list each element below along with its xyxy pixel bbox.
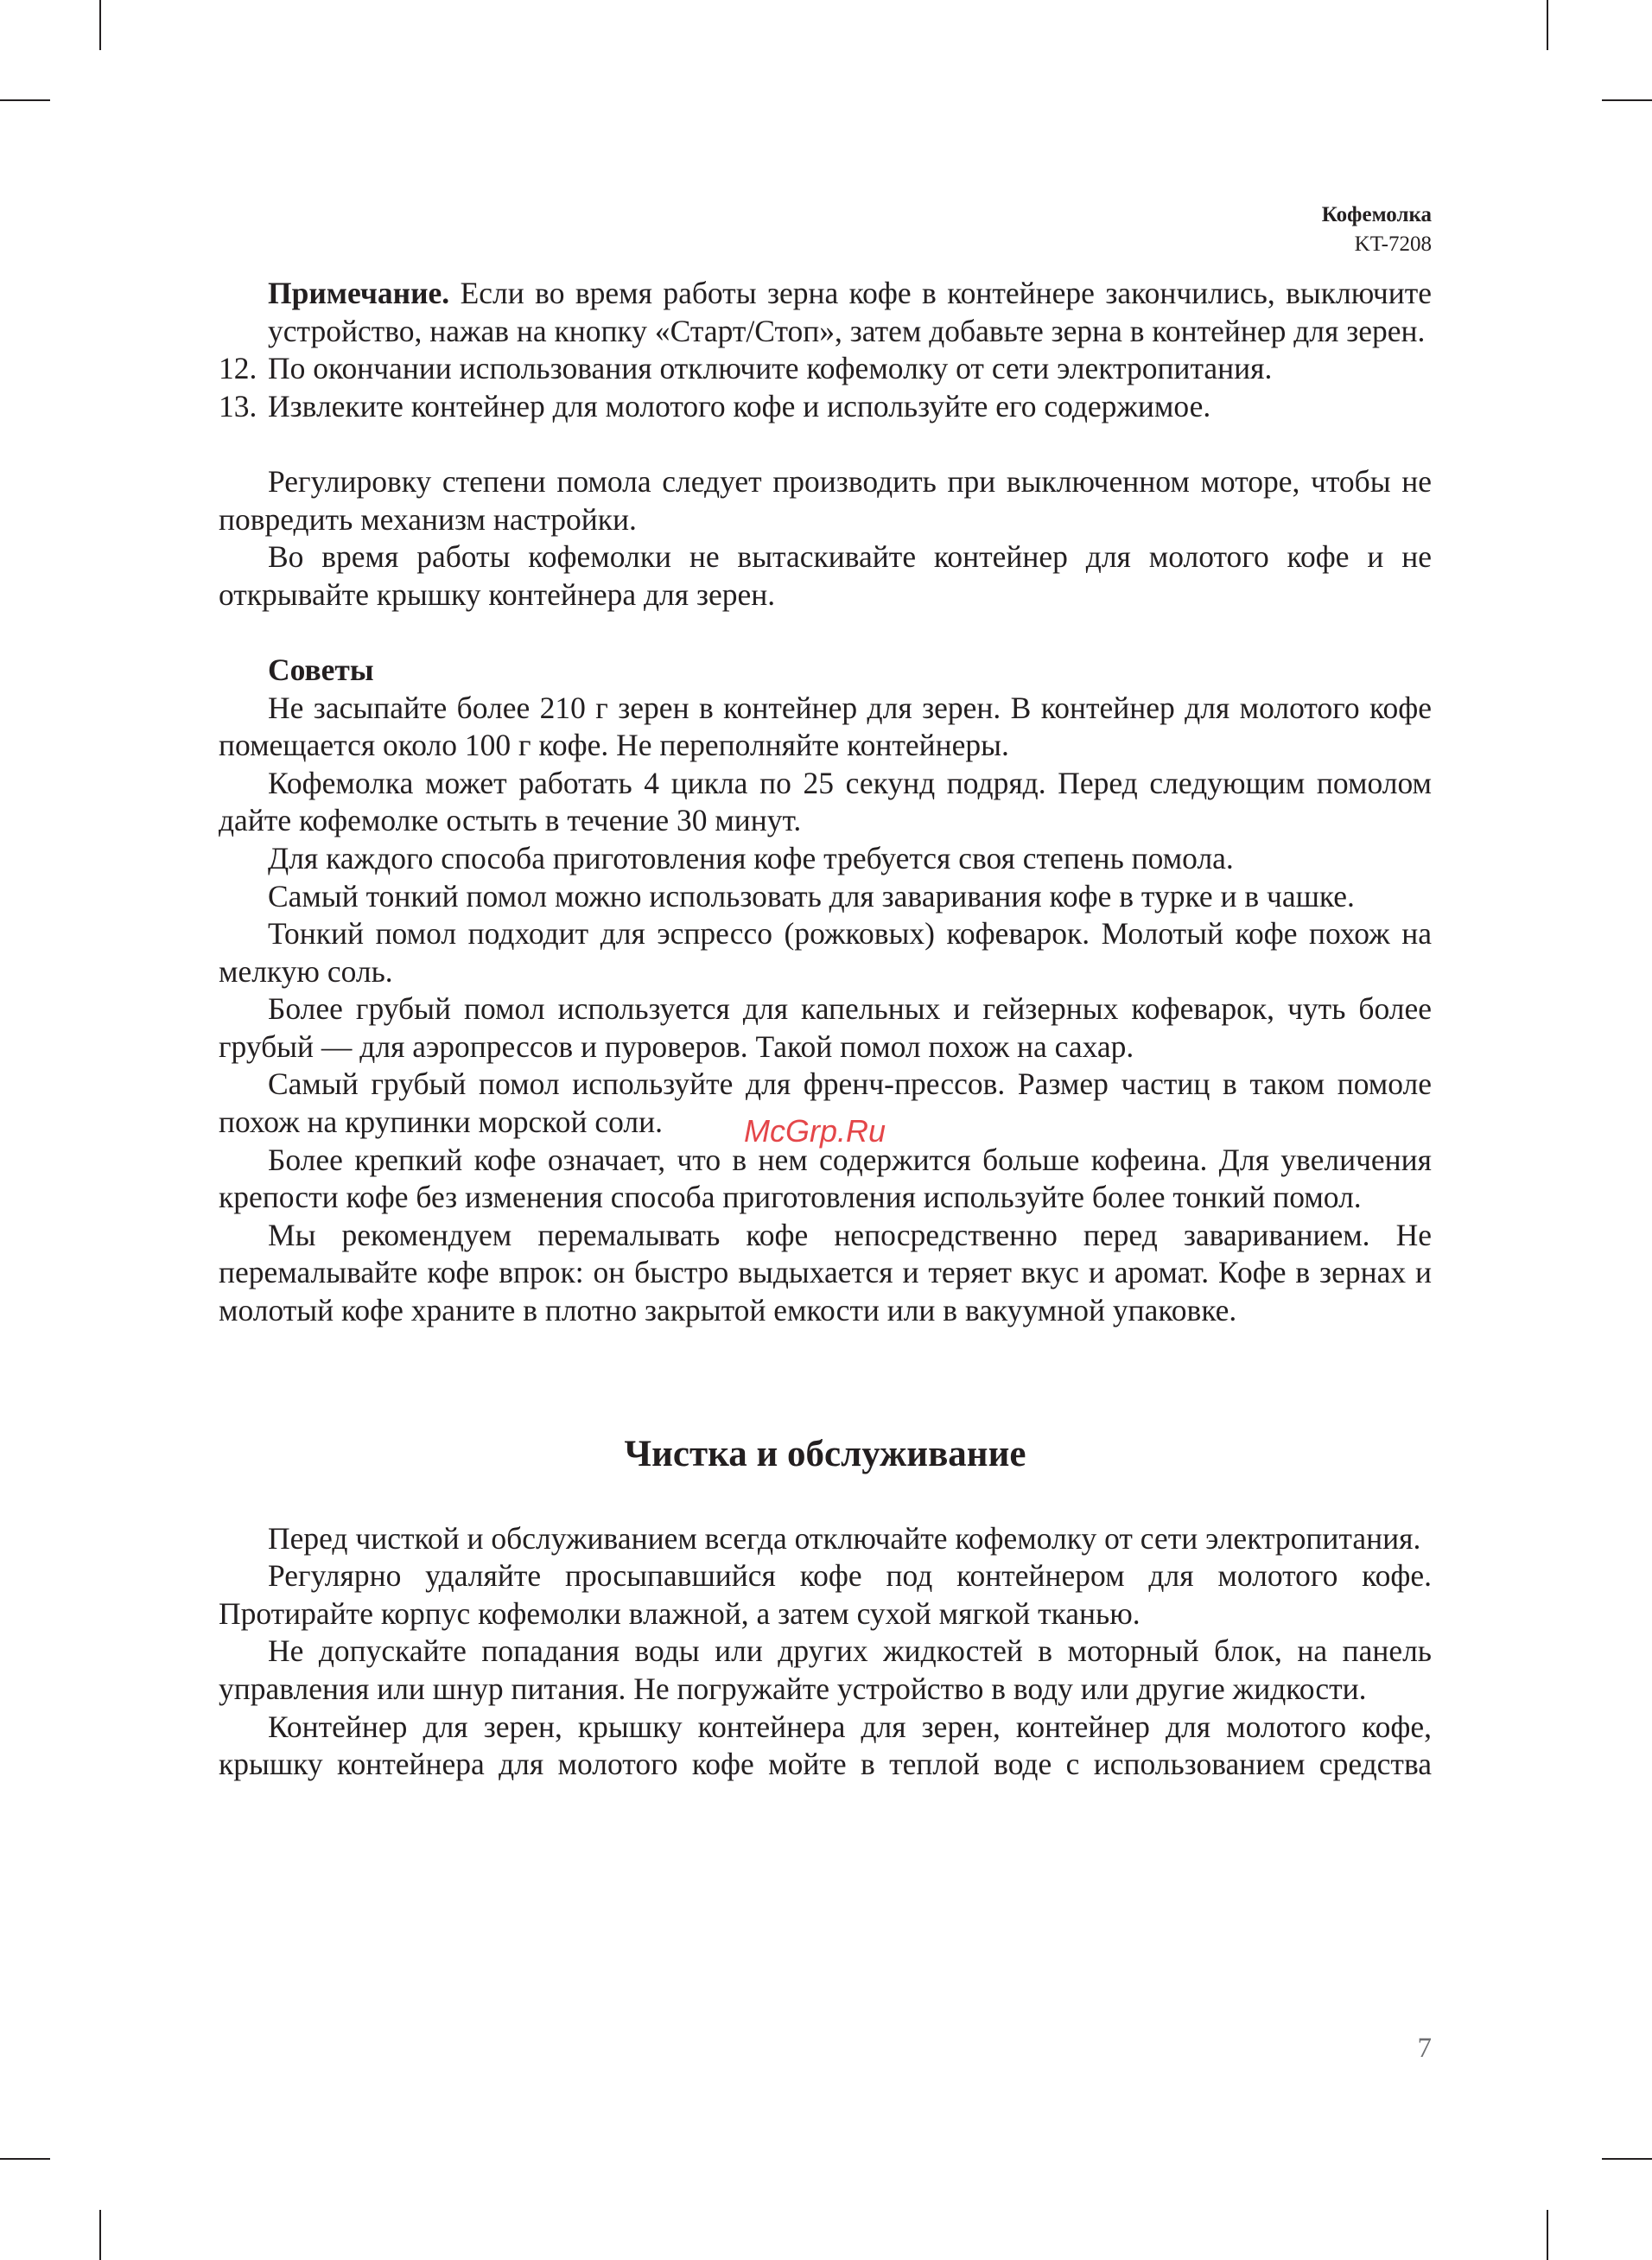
crop-mark <box>99 0 101 50</box>
warning-paragraph: Во время работы кофемолки не вытаскивайте контейнер для молотого кофе и не открывайте крышку контейнера для зерен. <box>219 539 1432 612</box>
crop-mark <box>1547 2210 1548 2260</box>
tips-paragraph: Мы рекомендуем перемалывать кофе непосредственно перед завариванием. Не перемалывайте кофе впрок: он быстро выдыхается и теряет вкус и аромат. Кофе в зернах и молотый кофе храните в плотно закрытой емкости или в вакуумной упаковке. <box>219 1217 1432 1328</box>
page-number: 7 <box>1417 2033 1432 2064</box>
spacer <box>219 425 1432 463</box>
tips-heading: Советы <box>268 652 374 687</box>
tips-paragraph: Самый грубый помол используйте для френч-прессов. Размер частиц в таком помоле похож на крупинки морской соли. <box>219 1066 1432 1140</box>
tips-paragraph: Более грубый помол используется для капельных и гейзерных кофеварок, чуть более грубый — для аэропрессов и пуроверов. Такой помол похож на сахар. <box>219 991 1432 1064</box>
running-header <box>1322 201 1432 259</box>
tips-paragraph: Кофемолка может работать 4 цикла по 25 секунд подряд. Перед следующим помолом дайте кофемолке остыть в течение 30 минут. <box>219 765 1432 838</box>
tips-paragraph: Тонкий помол подходит для эспрессо (рожковых) кофеварок. Молотый кофе похож на мелкую соль. <box>219 916 1432 989</box>
cleaning-paragraph: Регулярно удаляйте просыпавшийся кофе под контейнером для молотого кофе. Протирайте корпус кофемолки влажной, а затем сухой мягкой тканью. <box>219 1558 1432 1631</box>
crop-mark <box>99 2210 101 2260</box>
list-item-text: По окончании использования отключите кофемолку от сети электропитания. <box>268 351 1273 386</box>
page-content <box>219 275 1432 1784</box>
crop-mark <box>0 99 50 101</box>
warning-paragraph: Регулировку степени помола следует производить при выключенном моторе, чтобы не повредить механизм настройки. <box>219 463 1432 537</box>
crop-mark <box>0 2158 50 2160</box>
list-item-text: Извлеките контейнер для молотого кофе и используйте его содержимое. <box>268 388 1211 423</box>
section-title: Чистка и обслуживание <box>624 1433 1026 1474</box>
list-item <box>219 388 1432 426</box>
tips-paragraph: Самый тонкий помол можно использовать для заваривания кофе в турке и в чашке. <box>268 878 1355 914</box>
tips-paragraph: Более крепкий кофе означает, что в нем содержится больше кофеина. Для увеличения крепости кофе без изменения способа приготовления используйте более тонкий помол. <box>219 1142 1432 1215</box>
tips-paragraph: Не засыпайте более 210 г зерен в контейнер для зерен. В контейнер для молотого кофе помещается около 100 г кофе. Не переполняйте контейнеры. <box>219 690 1432 763</box>
header-model: KT-7208 <box>1354 232 1432 256</box>
tips-paragraph: Для каждого способа приготовления кофе требуется своя степень помола. <box>268 840 1234 875</box>
crop-mark <box>1602 99 1652 101</box>
cleaning-paragraph: Перед чисткой и обслуживанием всегда отключайте кофемолку от сети электропитания. <box>268 1520 1421 1556</box>
cleaning-paragraph: Контейнер для зерен, крышку контейнера для зерен, контейнер для молотого кофе, крышку контейнера для молотого кофе мойте в теплой воде с использованием средства <box>219 1709 1432 1782</box>
watermark: McGrp.Ru <box>744 1113 886 1149</box>
cleaning-paragraph: Не допускайте попадания воды или других жидкостей в моторный блок, на панель управления или шнур питания. Не погружайте устройство в воду или другие жидкости. <box>219 1633 1432 1706</box>
header-title: Кофемолка <box>1321 203 1432 226</box>
spacer <box>219 614 1432 652</box>
note-text: Если во время работы зерна кофе в контейнере закончились, выключите устройство, нажав на кнопку «Старт/Стоп», затем добавьте зерна в контейнер для зерен. <box>268 276 1432 348</box>
note-paragraph <box>219 275 1432 350</box>
list-item <box>219 350 1432 388</box>
crop-mark <box>1602 2158 1652 2160</box>
note-label: Примечание. <box>268 276 450 310</box>
crop-mark <box>1547 0 1548 50</box>
list-item-number: 12. <box>219 351 257 386</box>
list-item-number: 13. <box>219 388 257 423</box>
